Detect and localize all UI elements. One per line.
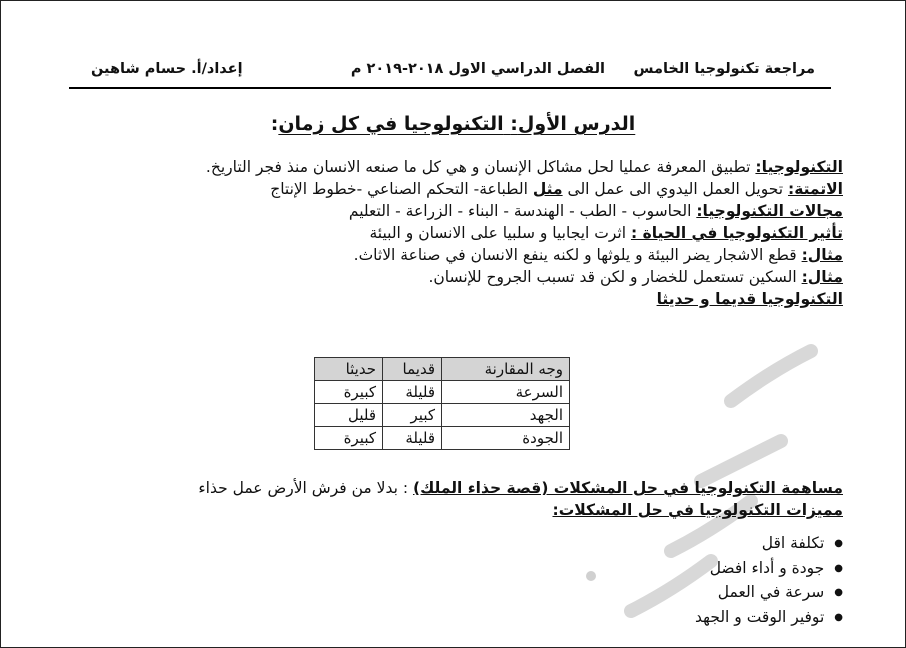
term: مجالات التكنولوجيا:	[696, 202, 843, 220]
fields-line	[63, 200, 843, 222]
term: التكنولوجيا:	[755, 158, 843, 176]
table-cell: كبيرة	[315, 381, 383, 404]
term: تأثير التكنولوجيا في الحياة :	[630, 224, 843, 242]
list-item: ● توفير الوقت و الجهد	[695, 605, 843, 630]
lesson-body	[63, 156, 843, 310]
definition: اثرت ايجابيا و سلبيا على الانسان و البيئة	[369, 224, 631, 242]
comparison-table	[314, 357, 570, 450]
table-row	[315, 427, 570, 450]
term: مساهمة التكنولوجيا في حل المشكلات (قصة حذاء الملك)	[412, 479, 843, 497]
table-cell: قليلة	[383, 427, 442, 450]
table-header: قديما	[383, 358, 442, 381]
features-list	[695, 531, 843, 629]
term: التكنولوجيا قديما و حديثا	[656, 290, 843, 308]
features-heading	[63, 499, 843, 521]
lesson-title-separator: :	[510, 113, 518, 135]
automation-line	[63, 178, 843, 200]
table-cell: الجودة	[442, 427, 570, 450]
impact-line	[63, 222, 843, 244]
header-author: إعداد/أ. حسام شاهين	[91, 61, 243, 77]
example-line	[63, 244, 843, 266]
list-item: ● سرعة في العمل	[695, 580, 843, 605]
list-item: ● تكلفة اقل	[695, 531, 843, 556]
header-divider	[69, 87, 831, 89]
definition: السكين تستعمل للخضار و لكن قد تسبب الجروح للإنسان.	[428, 268, 802, 286]
definition: قطع الاشجار يضر البيئة و يلوثها و لكنه ينفع الانسان في صناعة الاثاث.	[353, 246, 802, 264]
definition: الحاسوب - الطب - الهندسة - البناء - الزراعة - التعليم	[348, 202, 697, 220]
table-cell: قليل	[315, 404, 383, 427]
term: الاتمتة:	[788, 180, 843, 198]
old-new-heading	[63, 288, 843, 310]
term: مثال:	[801, 268, 843, 286]
definition: تحويل العمل اليدوي الى عمل الى	[562, 180, 788, 198]
emphasis: مثل	[532, 180, 563, 198]
table-cell: كبير	[383, 404, 442, 427]
lesson-title-end: :	[270, 113, 279, 135]
table-cell: الجهد	[442, 404, 570, 427]
contribution-line	[63, 477, 843, 499]
table-cell: كبيرة	[315, 427, 383, 450]
table-row	[315, 381, 570, 404]
problem-solving-section	[63, 477, 843, 521]
table-cell: السرعة	[442, 381, 570, 404]
definition-rest: الطباعة- التحكم الصناعي -خطوط الإنتاج	[270, 180, 533, 198]
lesson-title-text: التكنولوجيا في كل زمان	[278, 113, 504, 135]
table-cell: قليلة	[383, 381, 442, 404]
header-course: مراجعة تكنولوجيا الخامس	[633, 61, 815, 77]
header-term: الفصل الدراسي الاول ٢٠١٨-٢٠١٩ م	[350, 61, 605, 77]
table-row	[315, 404, 570, 427]
definition-line	[63, 156, 843, 178]
lesson-title-label: الدرس الأول	[517, 113, 636, 135]
table-header: حديثا	[315, 358, 383, 381]
list-item: ● جودة و أداء افضل	[695, 556, 843, 581]
page-header	[91, 61, 815, 83]
table-header: وجه المقارنة	[442, 358, 570, 381]
lesson-title	[1, 113, 905, 135]
term: مثال:	[801, 246, 843, 264]
table-header-row	[315, 358, 570, 381]
term: مميزات التكنولوجيا في حل المشكلات:	[552, 501, 843, 519]
definition: : بدلا من فرش الأرض عمل حذاء	[198, 479, 413, 497]
definition: تطبيق المعرفة عمليا لحل مشاكل الإنسان و هي كل ما صنعه الانسان منذ فجر التاريخ.	[205, 158, 756, 176]
example-line	[63, 266, 843, 288]
